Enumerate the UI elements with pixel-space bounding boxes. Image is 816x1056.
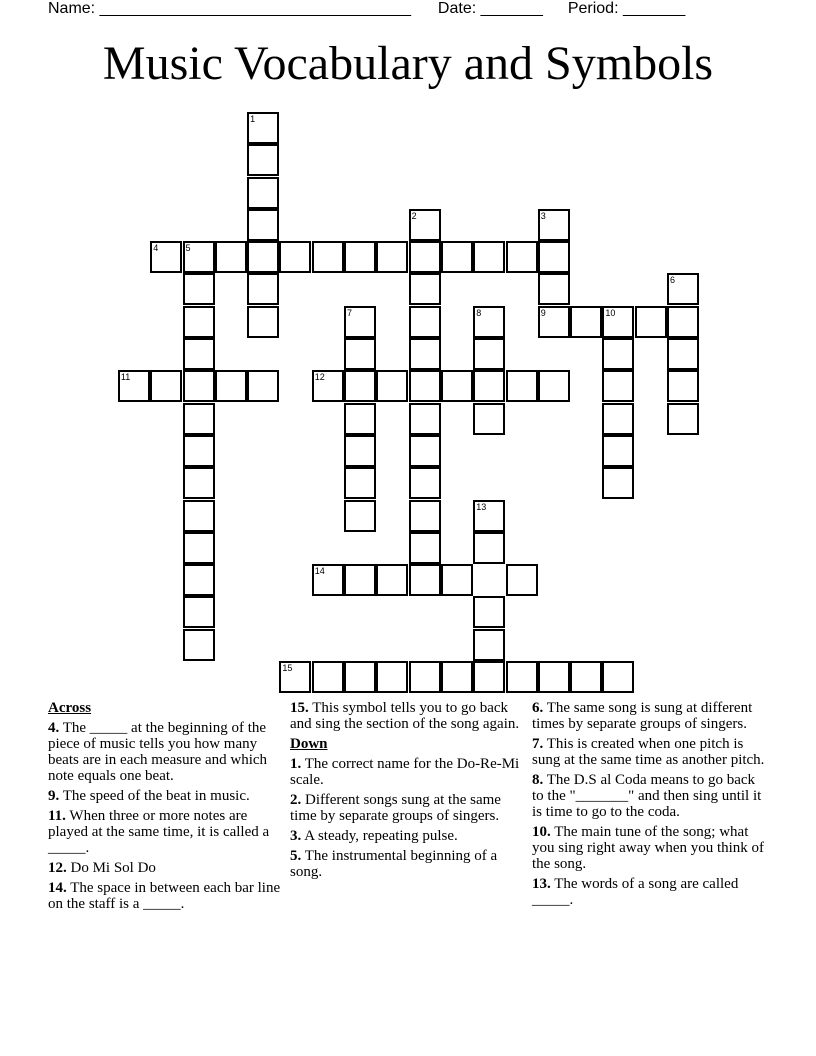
clue-down-3: 3. A steady, repeating pulse. [290, 828, 458, 844]
clue-down-7: 7. This is created when one pitch is sung at the same time as another pitch. [532, 736, 765, 768]
grid-cell[interactable] [602, 435, 634, 467]
grid-cell[interactable] [473, 241, 505, 273]
grid-cell[interactable] [409, 370, 441, 402]
clue-across-4: 4. The _____ at the beginning of the piece of music tells you how many beats are in each measure and which note equals one beat. [48, 720, 268, 784]
grid-cell[interactable] [409, 500, 441, 532]
grid-cell[interactable] [183, 467, 215, 499]
grid-cell-10[interactable] [602, 306, 634, 338]
grid-cell[interactable] [247, 370, 279, 402]
grid-cell[interactable] [344, 564, 376, 596]
clue-down-5: 5. The instrumental beginning of a song. [290, 848, 498, 880]
student-info-header [48, 0, 685, 18]
grid-cell[interactable] [409, 241, 441, 273]
grid-cell[interactable] [441, 241, 473, 273]
clue-number: 5 [185, 243, 191, 254]
grid-cell[interactable] [602, 661, 634, 693]
grid-cell[interactable] [409, 273, 441, 305]
grid-cell[interactable] [312, 241, 344, 273]
grid-cell[interactable] [538, 241, 570, 273]
grid-cell[interactable] [602, 370, 634, 402]
grid-cell[interactable] [409, 403, 441, 435]
page-title: Music Vocabulary and Symbols [102, 37, 714, 90]
grid-cell-9[interactable] [538, 306, 570, 338]
clue-number: 12 [314, 372, 325, 383]
clue-column-3 [532, 700, 768, 912]
grid-cell[interactable] [635, 306, 667, 338]
clue-number: 3 [540, 210, 546, 221]
grid-cell[interactable] [183, 532, 215, 564]
grid-cell[interactable] [667, 370, 699, 402]
grid-cell[interactable] [538, 661, 570, 693]
grid-cell[interactable] [376, 661, 408, 693]
clue-down-8: 8. The D.S al Coda means to go back to the "_______" and then sing until it is time to go to the coda. [532, 772, 762, 820]
grid-cell[interactable] [506, 241, 538, 273]
grid-cell[interactable] [667, 306, 699, 338]
grid-cell[interactable] [409, 467, 441, 499]
grid-cell[interactable] [183, 273, 215, 305]
clue-down-2: 2. Different songs sung at the same time by separate groups of singers. [290, 792, 501, 824]
grid-cell[interactable] [570, 306, 602, 338]
grid-cell[interactable] [183, 338, 215, 370]
grid-cell[interactable] [602, 467, 634, 499]
clue-number: 1 [250, 113, 256, 124]
clue-across-15: 15. This symbol tells you to go back and sing the section of the song again. [290, 700, 520, 732]
grid-cell-2[interactable] [409, 209, 441, 241]
grid-cell[interactable] [570, 661, 602, 693]
grid-cell-14[interactable] [312, 564, 344, 596]
grid-cell[interactable] [409, 564, 441, 596]
grid-cell[interactable] [150, 370, 182, 402]
clue-column-2 [290, 700, 525, 884]
grid-cell[interactable] [376, 370, 408, 402]
grid-cell-5[interactable] [183, 241, 215, 273]
grid-cell[interactable] [344, 241, 376, 273]
grid-cell[interactable] [667, 338, 699, 370]
down-heading: Down [290, 736, 328, 752]
clue-across-9: 9. The speed of the beat in music. [48, 788, 250, 804]
grid-cell[interactable] [344, 661, 376, 693]
grid-cell[interactable] [279, 241, 311, 273]
grid-cell[interactable] [376, 241, 408, 273]
grid-cell[interactable] [344, 370, 376, 402]
clue-down-6: 6. The same song is sung at different times by separate groups of singers. [532, 700, 753, 732]
date-field[interactable]: Date: _______ [437, 0, 543, 17]
grid-cell[interactable] [344, 500, 376, 532]
grid-cell-12[interactable] [312, 370, 344, 402]
clue-number: 10 [605, 307, 616, 318]
period-field[interactable]: Period: _______ [567, 0, 686, 17]
clue-number: 7 [347, 307, 353, 318]
grid-cell[interactable] [409, 306, 441, 338]
grid-cell[interactable] [409, 338, 441, 370]
grid-cell[interactable] [344, 403, 376, 435]
grid-cell-8[interactable] [473, 306, 505, 338]
grid-cell[interactable] [441, 661, 473, 693]
grid-cell[interactable] [215, 370, 247, 402]
grid-cell[interactable] [506, 564, 538, 596]
grid-cell[interactable] [183, 370, 215, 402]
clue-across-14: 14. The space in between each bar line on the staff is a _____. [48, 880, 281, 912]
clue-number: 14 [314, 566, 325, 577]
grid-cell[interactable] [473, 629, 505, 661]
clue-number: 9 [540, 307, 546, 318]
grid-cell[interactable] [183, 403, 215, 435]
grid-cell[interactable] [247, 273, 279, 305]
grid-cell[interactable] [667, 403, 699, 435]
grid-cell[interactable] [344, 467, 376, 499]
grid-cell[interactable] [183, 435, 215, 467]
grid-cell[interactable] [247, 306, 279, 338]
grid-cell[interactable] [215, 241, 247, 273]
clue-number: 15 [282, 663, 293, 673]
clue-number: 2 [411, 210, 417, 221]
grid-cell[interactable] [247, 209, 279, 241]
grid-cell[interactable] [473, 370, 505, 402]
grid-cell[interactable] [409, 532, 441, 564]
name-field[interactable]: Name: ___________________________________ [48, 0, 412, 17]
grid-cell[interactable] [183, 306, 215, 338]
grid-cell[interactable] [247, 241, 279, 273]
grid-cell-6[interactable] [667, 273, 699, 305]
grid-cell[interactable] [409, 435, 441, 467]
clue-number: 13 [476, 501, 487, 512]
grid-cell[interactable] [441, 564, 473, 596]
grid-cell[interactable] [344, 435, 376, 467]
clue-across-12: 12. Do Mi Sol Do [48, 860, 156, 876]
clue-down-1: 1. The correct name for the Do-Re-Mi scale. [290, 756, 520, 788]
grid-cell[interactable] [473, 403, 505, 435]
grid-cell[interactable] [376, 564, 408, 596]
grid-cell[interactable] [312, 661, 344, 693]
grid-cell[interactable] [538, 370, 570, 402]
grid-cell[interactable] [409, 661, 441, 693]
grid-cell-15[interactable] [279, 661, 311, 693]
across-heading: Across [48, 700, 92, 716]
grid-cell[interactable] [473, 661, 505, 693]
grid-cell[interactable] [473, 338, 505, 370]
clue-number: 6 [670, 275, 676, 286]
clue-number: 4 [153, 243, 159, 254]
grid-cell[interactable] [506, 370, 538, 402]
grid-cell[interactable] [183, 500, 215, 532]
grid-cell[interactable] [473, 596, 505, 628]
grid-cell[interactable] [506, 661, 538, 693]
grid-cell[interactable] [441, 370, 473, 402]
grid-cell[interactable] [473, 532, 505, 564]
grid-cell-7[interactable] [344, 306, 376, 338]
grid-cell[interactable] [344, 338, 376, 370]
grid-cell[interactable] [247, 144, 279, 176]
clue-number: 8 [476, 307, 482, 318]
clue-down-10: 10. The main tune of the song; what you sing right away when you think of the song. [532, 824, 765, 872]
grid-cell-11[interactable] [118, 370, 150, 402]
clue-column-1 [48, 700, 283, 916]
grid-cell[interactable] [602, 403, 634, 435]
grid-cell[interactable] [538, 273, 570, 305]
grid-cell[interactable] [247, 177, 279, 209]
grid-cell-3[interactable] [538, 209, 570, 241]
grid-cell-13[interactable] [473, 500, 505, 532]
grid-cell-1[interactable] [247, 112, 279, 144]
grid-cell[interactable] [183, 596, 215, 628]
grid-cell-4[interactable] [150, 241, 182, 273]
grid-cell[interactable] [183, 629, 215, 661]
clue-across-11: 11. When three or more notes are played at the same time, it is called a _____. [48, 808, 270, 856]
grid-cell[interactable] [602, 338, 634, 370]
clue-number: 11 [120, 372, 131, 383]
clue-down-13: 13. The words of a song are called _____. [532, 876, 739, 908]
grid-cell[interactable] [183, 564, 215, 596]
